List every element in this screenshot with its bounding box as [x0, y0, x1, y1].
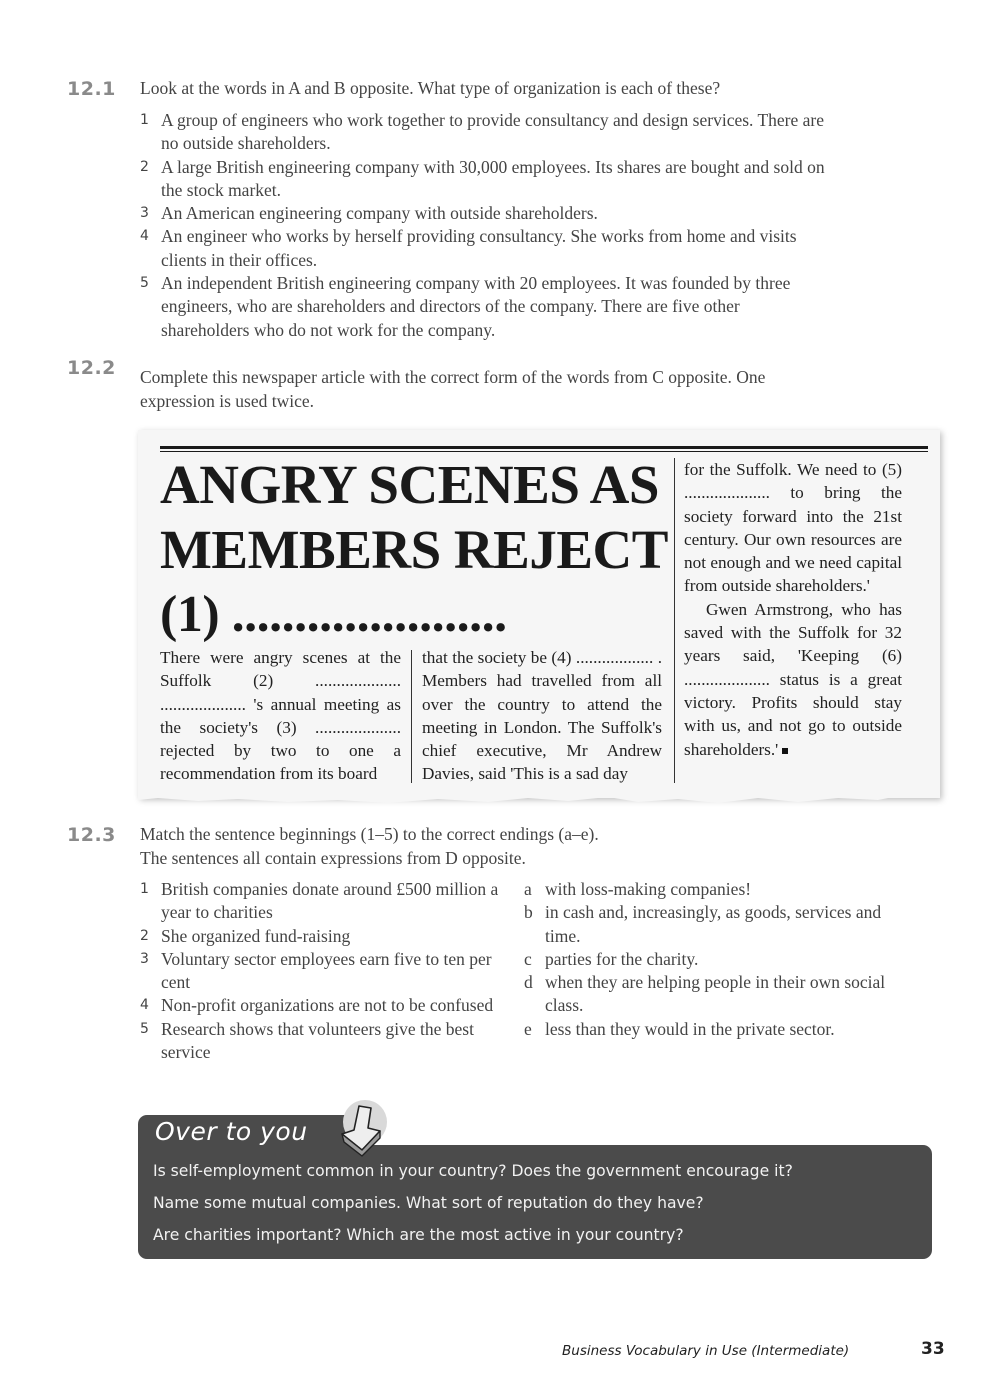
column-text: that the society be (4) .................. . Members had travelled from all over the country to attend the meeting in London. The Suffolk's chief executive, Mr Andrew Davies, said 'This is a sad day [422, 648, 662, 784]
article-column-3 [684, 458, 902, 761]
over-to-you-title: Over to you [155, 1117, 308, 1146]
over-to-you-question: Is self-employment common in your country? Does the government encourage it? [153, 1162, 793, 1180]
item-text: A large British engineering company with 30,000 employees. Its shares are bought and sold on the stock market. [161, 156, 825, 200]
list-item [140, 109, 830, 156]
item-number: 5 [140, 275, 149, 292]
list-item [140, 1018, 500, 1065]
over-to-you-question: Are charities important? Which are the most active in your country? [153, 1226, 684, 1244]
list-item [524, 971, 914, 1018]
item-number: 1 [140, 112, 149, 128]
item-text: An engineer who works by herself providing consultancy. She works from home and visits clients in their offices. [161, 226, 797, 270]
item-text: in cash and, increasingly, as goods, services and time. [545, 902, 882, 946]
article-column-2 [422, 646, 662, 786]
exercise-number: 12.1 [67, 78, 116, 100]
item-text: An American engineering company with outside shareholders. [161, 203, 598, 224]
item-letter: d [524, 972, 533, 993]
over-to-you-question: Name some mutual companies. What sort of reputation do they have? [153, 1194, 704, 1212]
torn-edge [138, 786, 940, 812]
arrow-down-icon [332, 1098, 394, 1160]
item-letter: e [524, 1018, 532, 1039]
list-item [524, 878, 914, 901]
list-item [140, 878, 500, 925]
headline-line: (1) ...................... [160, 586, 507, 643]
instruction-line: The sentences all contain expressions from D opposite. [140, 848, 526, 868]
divider [160, 446, 928, 449]
item-text: An independent British engineering company with 20 employees. It was founded by three engineers, who are shareholders and directors of the company. There are five other shareholders who do not work for the company. [161, 273, 791, 340]
item-number: 2 [140, 927, 149, 944]
item-text: with loss-making companies! [545, 879, 752, 899]
exercise-items [140, 109, 830, 342]
item-letter: b [524, 902, 533, 923]
list-item [524, 1018, 914, 1041]
item-text: A group of engineers who work together to provide consultancy and design services. There are no outside shareholders. [161, 110, 825, 154]
item-number: 1 [140, 881, 149, 897]
column-text: Gwen Armstrong, who has saved with the Suffolk for 32 years said, 'Keeping (6) .................... status is a great victory. Profits should stay with us, and not go to outside shareholders.' [684, 599, 902, 759]
item-text: British companies donate around £500 million a year to charities [161, 879, 499, 923]
instruction-line: Match the sentence beginnings (1–5) to the correct endings (a–e). [140, 824, 599, 844]
list-item [140, 225, 830, 272]
exercise-number: 12.2 [67, 357, 116, 379]
exercise-instruction: Complete this newspaper article with the correct form of the words from C opposite. One expression is used twice. [140, 367, 766, 411]
sentence-beginnings [140, 878, 500, 1064]
book-title: Business Vocabulary in Use (Intermediate) [562, 1343, 850, 1359]
list-item [140, 272, 830, 342]
item-number: 3 [140, 205, 149, 222]
list-item [140, 994, 500, 1017]
article-headline [160, 452, 670, 647]
list-item [140, 925, 500, 948]
newspaper-article [138, 430, 940, 798]
item-letter: a [524, 879, 532, 899]
sentence-endings [524, 878, 914, 1041]
column-divider [411, 650, 412, 783]
list-item [140, 156, 830, 203]
item-text: when they are helping people in their own social class. [545, 972, 886, 1016]
column-text: for the Suffolk. We need to (5) .................... to bring the society forward into the 21st century. Our own resources are not enough and we need capital from outside shareholders.' [684, 460, 902, 596]
item-text: Research shows that volunteers give the best service [161, 1018, 474, 1063]
exercise-number: 12.3 [67, 824, 116, 846]
list-item [140, 202, 830, 225]
item-number: 2 [140, 158, 149, 175]
headline-line: MEMBERS REJECT [160, 519, 668, 580]
column-divider [674, 458, 675, 783]
item-number: 4 [140, 228, 149, 245]
item-text: She organized fund-raising [161, 925, 351, 946]
list-item [524, 901, 914, 948]
item-letter: c [524, 948, 532, 969]
exercise-instruction [140, 822, 840, 870]
item-number: 3 [140, 950, 149, 967]
list-item [140, 948, 500, 995]
column-text: There were angry scenes at the Suffolk (2) .................... .................... 's annual meeting as the society's (3) .................... rejected by two to one a recommendation from its board [160, 648, 401, 784]
list-item [524, 948, 914, 971]
item-text: Voluntary sector employees earn five to ten per cent [161, 948, 492, 993]
article-column-1 [160, 646, 401, 786]
page-number: 33 [921, 1339, 945, 1359]
item-text: Non-profit organizations are not to be confused [161, 995, 494, 1016]
item-number: 5 [140, 1020, 149, 1037]
item-number: 4 [140, 997, 149, 1014]
end-mark-icon [782, 748, 788, 754]
headline-line: ANGRY SCENES AS [160, 454, 659, 515]
item-text: less than they would in the private sector. [545, 1018, 835, 1039]
item-text: parties for the charity. [545, 948, 699, 969]
exercise-instruction: Look at the words in A and B opposite. What type of organization is each of these? [140, 78, 721, 98]
